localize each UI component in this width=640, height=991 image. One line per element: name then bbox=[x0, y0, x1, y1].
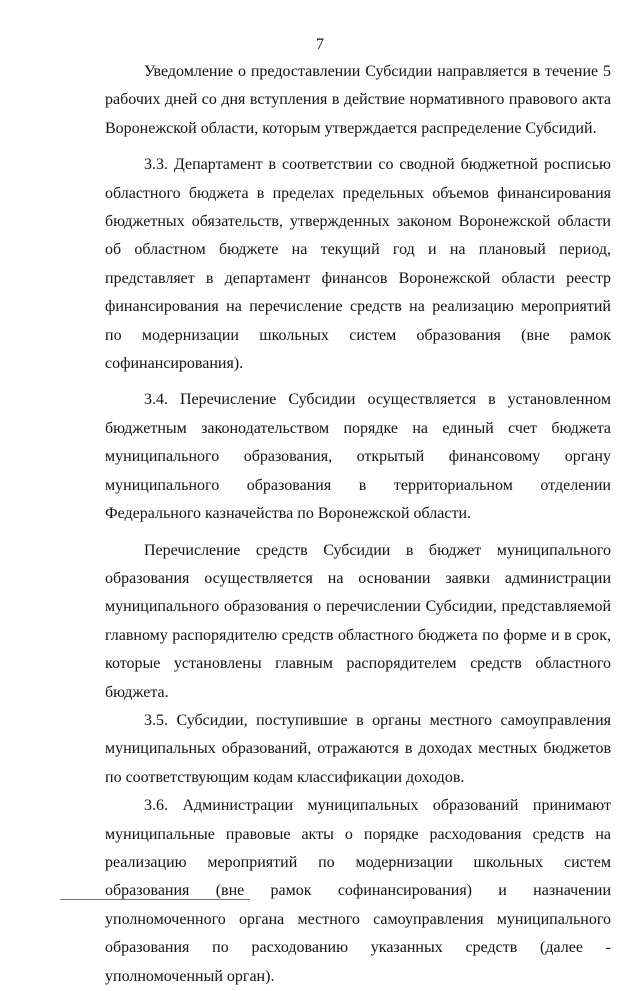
paragraph-3-3: 3.3. Департамент в соответствии со сводной бюджетной росписью областного бюджета в пределах предельных объемов финансирования бюджетных обязательств, утвержденных законом Воронежской области об областном бюджете на текущий год и на плановый период, представляет в департамент финансов Воронежской области реестр финансирования на перечисление средств на реализацию мероприятий по модернизации школьных систем образования (вне рамок софинансирования). bbox=[105, 156, 611, 373]
paragraph-3-5: 3.5. Субсидии, поступившие в органы местного самоуправления муниципальных образований, отражаются в доходах местных бюджетов по соответствующим кодам классификации доходов. bbox=[105, 711, 611, 786]
paragraph-3-6: 3.6. Администрации муниципальных образований принимают муниципальные правовые акты о порядке расходования средств на реализацию мероприятий по модернизации школьных систем образования (вне рамок софинансирования) и назначении уполномоченного органа местного самоуправления муниципального образования по расходованию указанных средств (далее - уполномоченный орган). bbox=[105, 797, 611, 985]
footer-rule bbox=[60, 899, 250, 900]
paragraph-3-4: 3.4. Перечисление Субсидии осуществляется в установленном бюджетным законодательством порядке на единый счет бюджета муниципального образования, открытый финансовому органу муниципального образования в территориальном отделении Федерального казначейства по Воронежской области. bbox=[105, 391, 611, 523]
paragraph-notification: Уведомление о предоставлении Субсидии направляется в течение 5 рабочих дней со дня вступления в действие нормативного правового акта Воронежской области, которым утверждается распределение Субсидий. bbox=[105, 63, 611, 137]
document-body bbox=[105, 58, 611, 991]
paragraph-transfer: Перечисление средств Субсидии в бюджет муниципального образования осуществляется на основании заявки администрации муниципального образования о перечислении Субсидии, представляемой главному распорядителю средств областного бюджета по форме и в срок, которые установлены главным распорядителем средств областного бюджета. bbox=[105, 541, 611, 701]
page-number: 7 bbox=[316, 36, 324, 53]
